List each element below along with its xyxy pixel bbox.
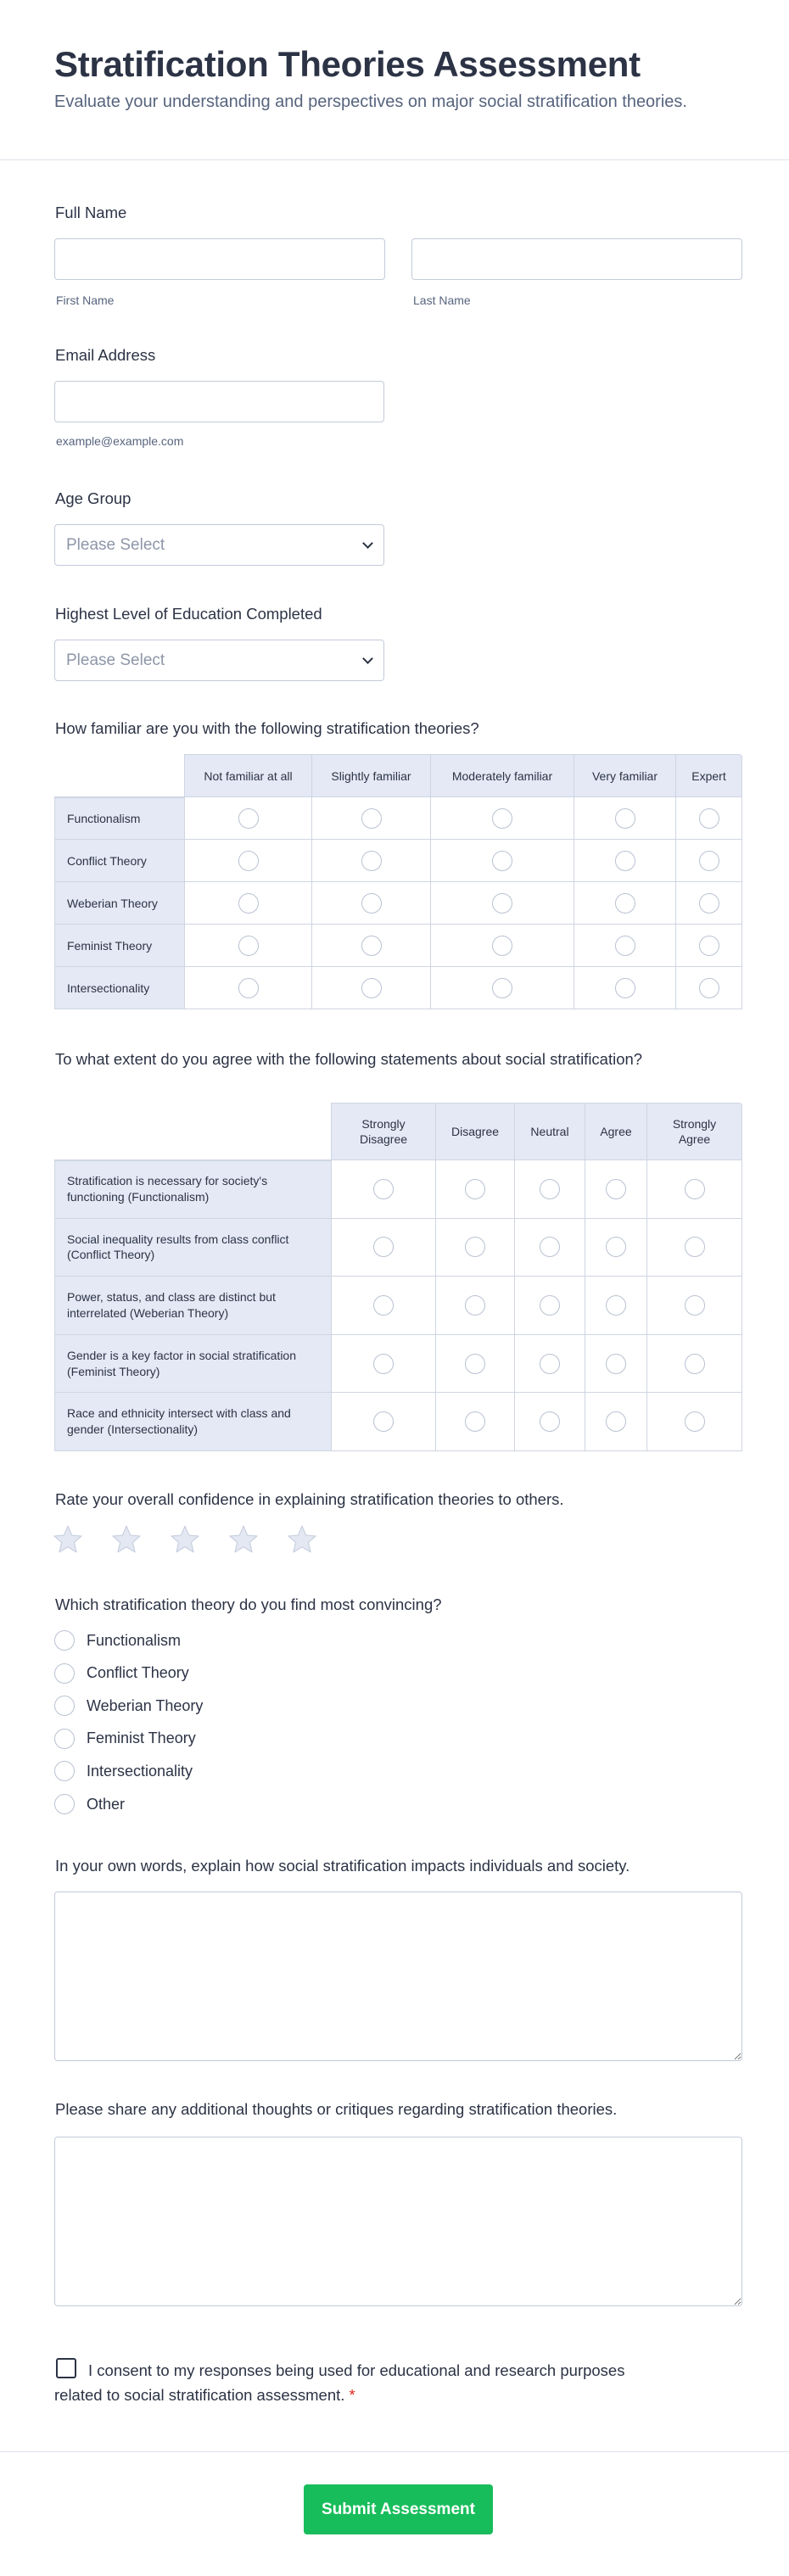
submit-button[interactable]: Submit Assessment <box>304 2484 493 2534</box>
chevron-down-icon <box>362 653 373 664</box>
matrix-radio[interactable] <box>373 1411 394 1432</box>
matrix-radio[interactable] <box>699 808 719 829</box>
matrix-cell <box>436 1335 515 1394</box>
matrix-cell <box>436 1219 515 1277</box>
matrix-radio[interactable] <box>238 851 259 871</box>
matrix-radio[interactable] <box>492 936 512 956</box>
matrix-row <box>54 967 742 1009</box>
matrix-cell <box>332 1393 436 1451</box>
familiarity-matrix <box>54 754 742 1009</box>
matrix-radio[interactable] <box>238 936 259 956</box>
matrix-cell <box>585 1219 647 1277</box>
matrix-radio[interactable] <box>373 1179 394 1199</box>
matrix-radio[interactable] <box>699 893 719 914</box>
email-input[interactable] <box>54 381 384 422</box>
star-icon[interactable] <box>170 1524 200 1555</box>
star-icon[interactable] <box>111 1524 142 1555</box>
matrix-row-label: Stratification is necessary for society's functioning (Functionalism) <box>54 1160 332 1219</box>
required-mark: * <box>349 2386 355 2404</box>
email-sublabel: example@example.com <box>56 434 184 448</box>
matrix-radio[interactable] <box>606 1179 626 1199</box>
matrix-radio[interactable] <box>540 1237 560 1257</box>
matrix-corner <box>54 754 185 797</box>
matrix-cell <box>647 1219 742 1277</box>
matrix-radio[interactable] <box>361 978 382 998</box>
matrix-radio[interactable] <box>699 851 719 871</box>
matrix-cell <box>515 1160 585 1219</box>
matrix-radio[interactable] <box>238 978 259 998</box>
matrix-cell <box>676 882 742 925</box>
matrix-column-header: Strongly Agree <box>647 1103 742 1160</box>
matrix-radio[interactable] <box>465 1295 485 1316</box>
radio-option[interactable] <box>54 1630 181 1651</box>
matrix-row <box>54 1393 742 1451</box>
matrix-radio[interactable] <box>615 893 635 914</box>
education-label: Highest Level of Education Completed <box>55 605 322 623</box>
explain-question: In your own words, explain how social stratification impacts individuals and society. <box>55 1857 630 1875</box>
matrix-row <box>54 1160 742 1219</box>
matrix-row <box>54 882 742 925</box>
radio-button[interactable] <box>54 1761 75 1781</box>
matrix-row <box>54 840 742 882</box>
matrix-radio[interactable] <box>540 1411 560 1432</box>
star-icon[interactable] <box>53 1524 83 1555</box>
radio-option-label: Weberian Theory <box>87 1696 204 1714</box>
matrix-cell <box>436 1393 515 1451</box>
matrix-row-label: Gender is a key factor in social stratification (Feminist Theory) <box>54 1335 332 1394</box>
first-name-sublabel: First Name <box>56 293 115 307</box>
header-divider <box>0 159 789 160</box>
matrix-row <box>54 925 742 967</box>
matrix-cell <box>574 840 676 882</box>
page-title: Stratification Theories Assessment <box>54 44 641 84</box>
matrix-row-label: Conflict Theory <box>54 840 185 882</box>
matrix-cell <box>515 1335 585 1394</box>
radio-option[interactable] <box>54 1696 203 1716</box>
matrix-cell <box>647 1393 742 1451</box>
page-subtitle: Evaluate your understanding and perspectives on major social stratification theories. <box>54 92 687 111</box>
radio-button[interactable] <box>54 1663 75 1684</box>
matrix-column-header: Strongly Disagree <box>332 1103 436 1160</box>
matrix-radio[interactable] <box>606 1411 626 1432</box>
matrix-header-row <box>54 1103 742 1160</box>
matrix-row-label: Race and ethnicity intersect with class and gender (Intersectionality) <box>54 1393 332 1451</box>
radio-option[interactable] <box>54 1663 189 1684</box>
matrix-radio[interactable] <box>465 1411 485 1432</box>
last-name-input[interactable] <box>411 238 742 280</box>
matrix-radio[interactable] <box>606 1237 626 1257</box>
matrix-cell <box>676 840 742 882</box>
matrix-cell <box>185 840 312 882</box>
matrix-row-label: Feminist Theory <box>54 925 185 967</box>
matrix-cell <box>515 1277 585 1335</box>
matrix-radio[interactable] <box>361 893 382 914</box>
matrix-column-header: Very familiar <box>574 754 676 797</box>
matrix-cell <box>332 1335 436 1394</box>
thoughts-textarea[interactable] <box>54 2137 742 2306</box>
matrix-cell <box>332 1277 436 1335</box>
matrix-column-header: Agree <box>585 1103 647 1160</box>
agreement-matrix <box>54 1103 742 1451</box>
radio-option-label: Other <box>87 1795 126 1813</box>
matrix-cell <box>332 1219 436 1277</box>
matrix-radio[interactable] <box>615 808 635 829</box>
matrix-cell <box>676 925 742 967</box>
consent-label <box>54 2358 648 2407</box>
matrix-column-header: Slightly familiar <box>312 754 431 797</box>
matrix-row-label: Intersectionality <box>54 967 185 1009</box>
matrix-radio[interactable] <box>685 1179 705 1199</box>
radio-button[interactable] <box>54 1630 75 1651</box>
matrix-radio[interactable] <box>492 978 512 998</box>
radio-option[interactable] <box>54 1761 193 1781</box>
radio-option-label: Functionalism <box>87 1631 182 1649</box>
convincing-question: Which stratification theory do you find most convincing? <box>55 1595 442 1613</box>
matrix-cell <box>185 882 312 925</box>
education-select[interactable] <box>54 640 384 681</box>
radio-option[interactable] <box>54 1729 196 1749</box>
matrix-radio[interactable] <box>685 1237 705 1257</box>
matrix-row-label: Functionalism <box>54 797 185 840</box>
matrix-radio[interactable] <box>615 978 635 998</box>
matrix-row-label: Power, status, and class are distinct but interrelated (Weberian Theory) <box>54 1277 332 1335</box>
matrix-radio[interactable] <box>465 1354 485 1374</box>
matrix-radio[interactable] <box>606 1354 626 1374</box>
matrix-cell <box>574 882 676 925</box>
matrix-cell <box>647 1277 742 1335</box>
matrix-cell <box>431 797 574 840</box>
matrix-radio[interactable] <box>685 1354 705 1374</box>
star-icon[interactable] <box>228 1524 259 1555</box>
matrix-cell <box>574 797 676 840</box>
matrix-radio[interactable] <box>373 1237 394 1257</box>
star-rating <box>53 1524 317 1555</box>
age-group-label: Age Group <box>55 489 132 507</box>
full-name-label: Full Name <box>55 204 127 221</box>
matrix-column-header: Neutral <box>515 1103 585 1160</box>
matrix-radio[interactable] <box>238 893 259 914</box>
matrix-radio[interactable] <box>540 1179 560 1199</box>
matrix-cell <box>585 1393 647 1451</box>
matrix-radio[interactable] <box>606 1295 626 1316</box>
radio-option-label: Feminist Theory <box>87 1729 196 1747</box>
matrix-cell <box>312 882 431 925</box>
matrix-corner <box>54 1103 332 1160</box>
familiarity-question: How familiar are you with the following stratification theories? <box>55 719 479 737</box>
chevron-down-icon <box>362 538 373 549</box>
radio-option[interactable] <box>54 1794 125 1814</box>
matrix-radio[interactable] <box>685 1295 705 1316</box>
matrix-radio[interactable] <box>492 808 512 829</box>
matrix-cell <box>585 1277 647 1335</box>
matrix-cell <box>431 967 574 1009</box>
matrix-cell <box>185 797 312 840</box>
matrix-radio[interactable] <box>540 1295 560 1316</box>
matrix-header-row <box>54 754 742 797</box>
agreement-question: To what extent do you agree with the following statements about social stratification? <box>55 1050 643 1068</box>
thoughts-question: Please share any additional thoughts or critiques regarding stratification theories. <box>55 2100 618 2118</box>
matrix-cell <box>574 967 676 1009</box>
matrix-column-header: Expert <box>676 754 742 797</box>
radio-button[interactable] <box>54 1794 75 1814</box>
matrix-cell <box>185 925 312 967</box>
matrix-radio[interactable] <box>373 1354 394 1374</box>
matrix-cell <box>312 840 431 882</box>
matrix-column-header: Not familiar at all <box>185 754 312 797</box>
matrix-radio[interactable] <box>540 1354 560 1374</box>
matrix-radio[interactable] <box>492 893 512 914</box>
matrix-radio[interactable] <box>615 936 635 956</box>
matrix-cell <box>585 1335 647 1394</box>
matrix-row <box>54 1277 742 1335</box>
explain-textarea[interactable] <box>54 1891 742 2061</box>
matrix-cell <box>574 925 676 967</box>
matrix-cell <box>436 1277 515 1335</box>
matrix-cell <box>431 840 574 882</box>
matrix-radio[interactable] <box>699 978 719 998</box>
first-name-input[interactable] <box>54 238 385 280</box>
matrix-radio[interactable] <box>361 851 382 871</box>
matrix-radio[interactable] <box>238 808 259 829</box>
matrix-radio[interactable] <box>373 1295 394 1316</box>
age-group-value: Please Select <box>66 535 165 554</box>
matrix-radio[interactable] <box>361 936 382 956</box>
matrix-row <box>54 1219 742 1277</box>
matrix-cell <box>676 797 742 840</box>
matrix-radio[interactable] <box>699 936 719 956</box>
matrix-row-label: Weberian Theory <box>54 882 185 925</box>
matrix-cell <box>647 1160 742 1219</box>
matrix-radio[interactable] <box>361 808 382 829</box>
matrix-column-header: Disagree <box>436 1103 515 1160</box>
consent-text: I consent to my responses being used for educational and research purposes related to social stratification assessment. <box>54 2361 625 2404</box>
matrix-cell <box>431 882 574 925</box>
matrix-cell <box>185 967 312 1009</box>
matrix-column-header: Moderately familiar <box>431 754 574 797</box>
age-group-select[interactable] <box>54 524 384 566</box>
radio-button[interactable] <box>54 1696 75 1716</box>
star-icon[interactable] <box>287 1524 317 1555</box>
radio-option-label: Intersectionality <box>87 1762 193 1780</box>
matrix-radio[interactable] <box>492 851 512 871</box>
matrix-radio[interactable] <box>615 851 635 871</box>
matrix-row <box>54 797 742 840</box>
matrix-row <box>54 1335 742 1394</box>
matrix-cell <box>515 1219 585 1277</box>
matrix-cell <box>431 925 574 967</box>
matrix-cell <box>515 1393 585 1451</box>
matrix-cell <box>312 967 431 1009</box>
matrix-radio[interactable] <box>465 1179 485 1199</box>
matrix-cell <box>676 967 742 1009</box>
matrix-radio[interactable] <box>685 1411 705 1432</box>
email-label: Email Address <box>55 346 156 364</box>
education-value: Please Select <box>66 651 165 669</box>
matrix-radio[interactable] <box>465 1237 485 1257</box>
radio-button[interactable] <box>54 1729 75 1749</box>
matrix-cell <box>312 925 431 967</box>
matrix-cell <box>585 1160 647 1219</box>
rating-question: Rate your overall confidence in explaining stratification theories to others. <box>55 1490 564 1508</box>
matrix-cell <box>312 797 431 840</box>
matrix-cell <box>332 1160 436 1219</box>
matrix-cell <box>436 1160 515 1219</box>
last-name-sublabel: Last Name <box>413 293 471 307</box>
footer-divider <box>0 2451 789 2452</box>
matrix-row-label: Social inequality results from class conflict (Conflict Theory) <box>54 1219 332 1277</box>
matrix-cell <box>647 1335 742 1394</box>
radio-option-label: Conflict Theory <box>87 1664 189 1682</box>
